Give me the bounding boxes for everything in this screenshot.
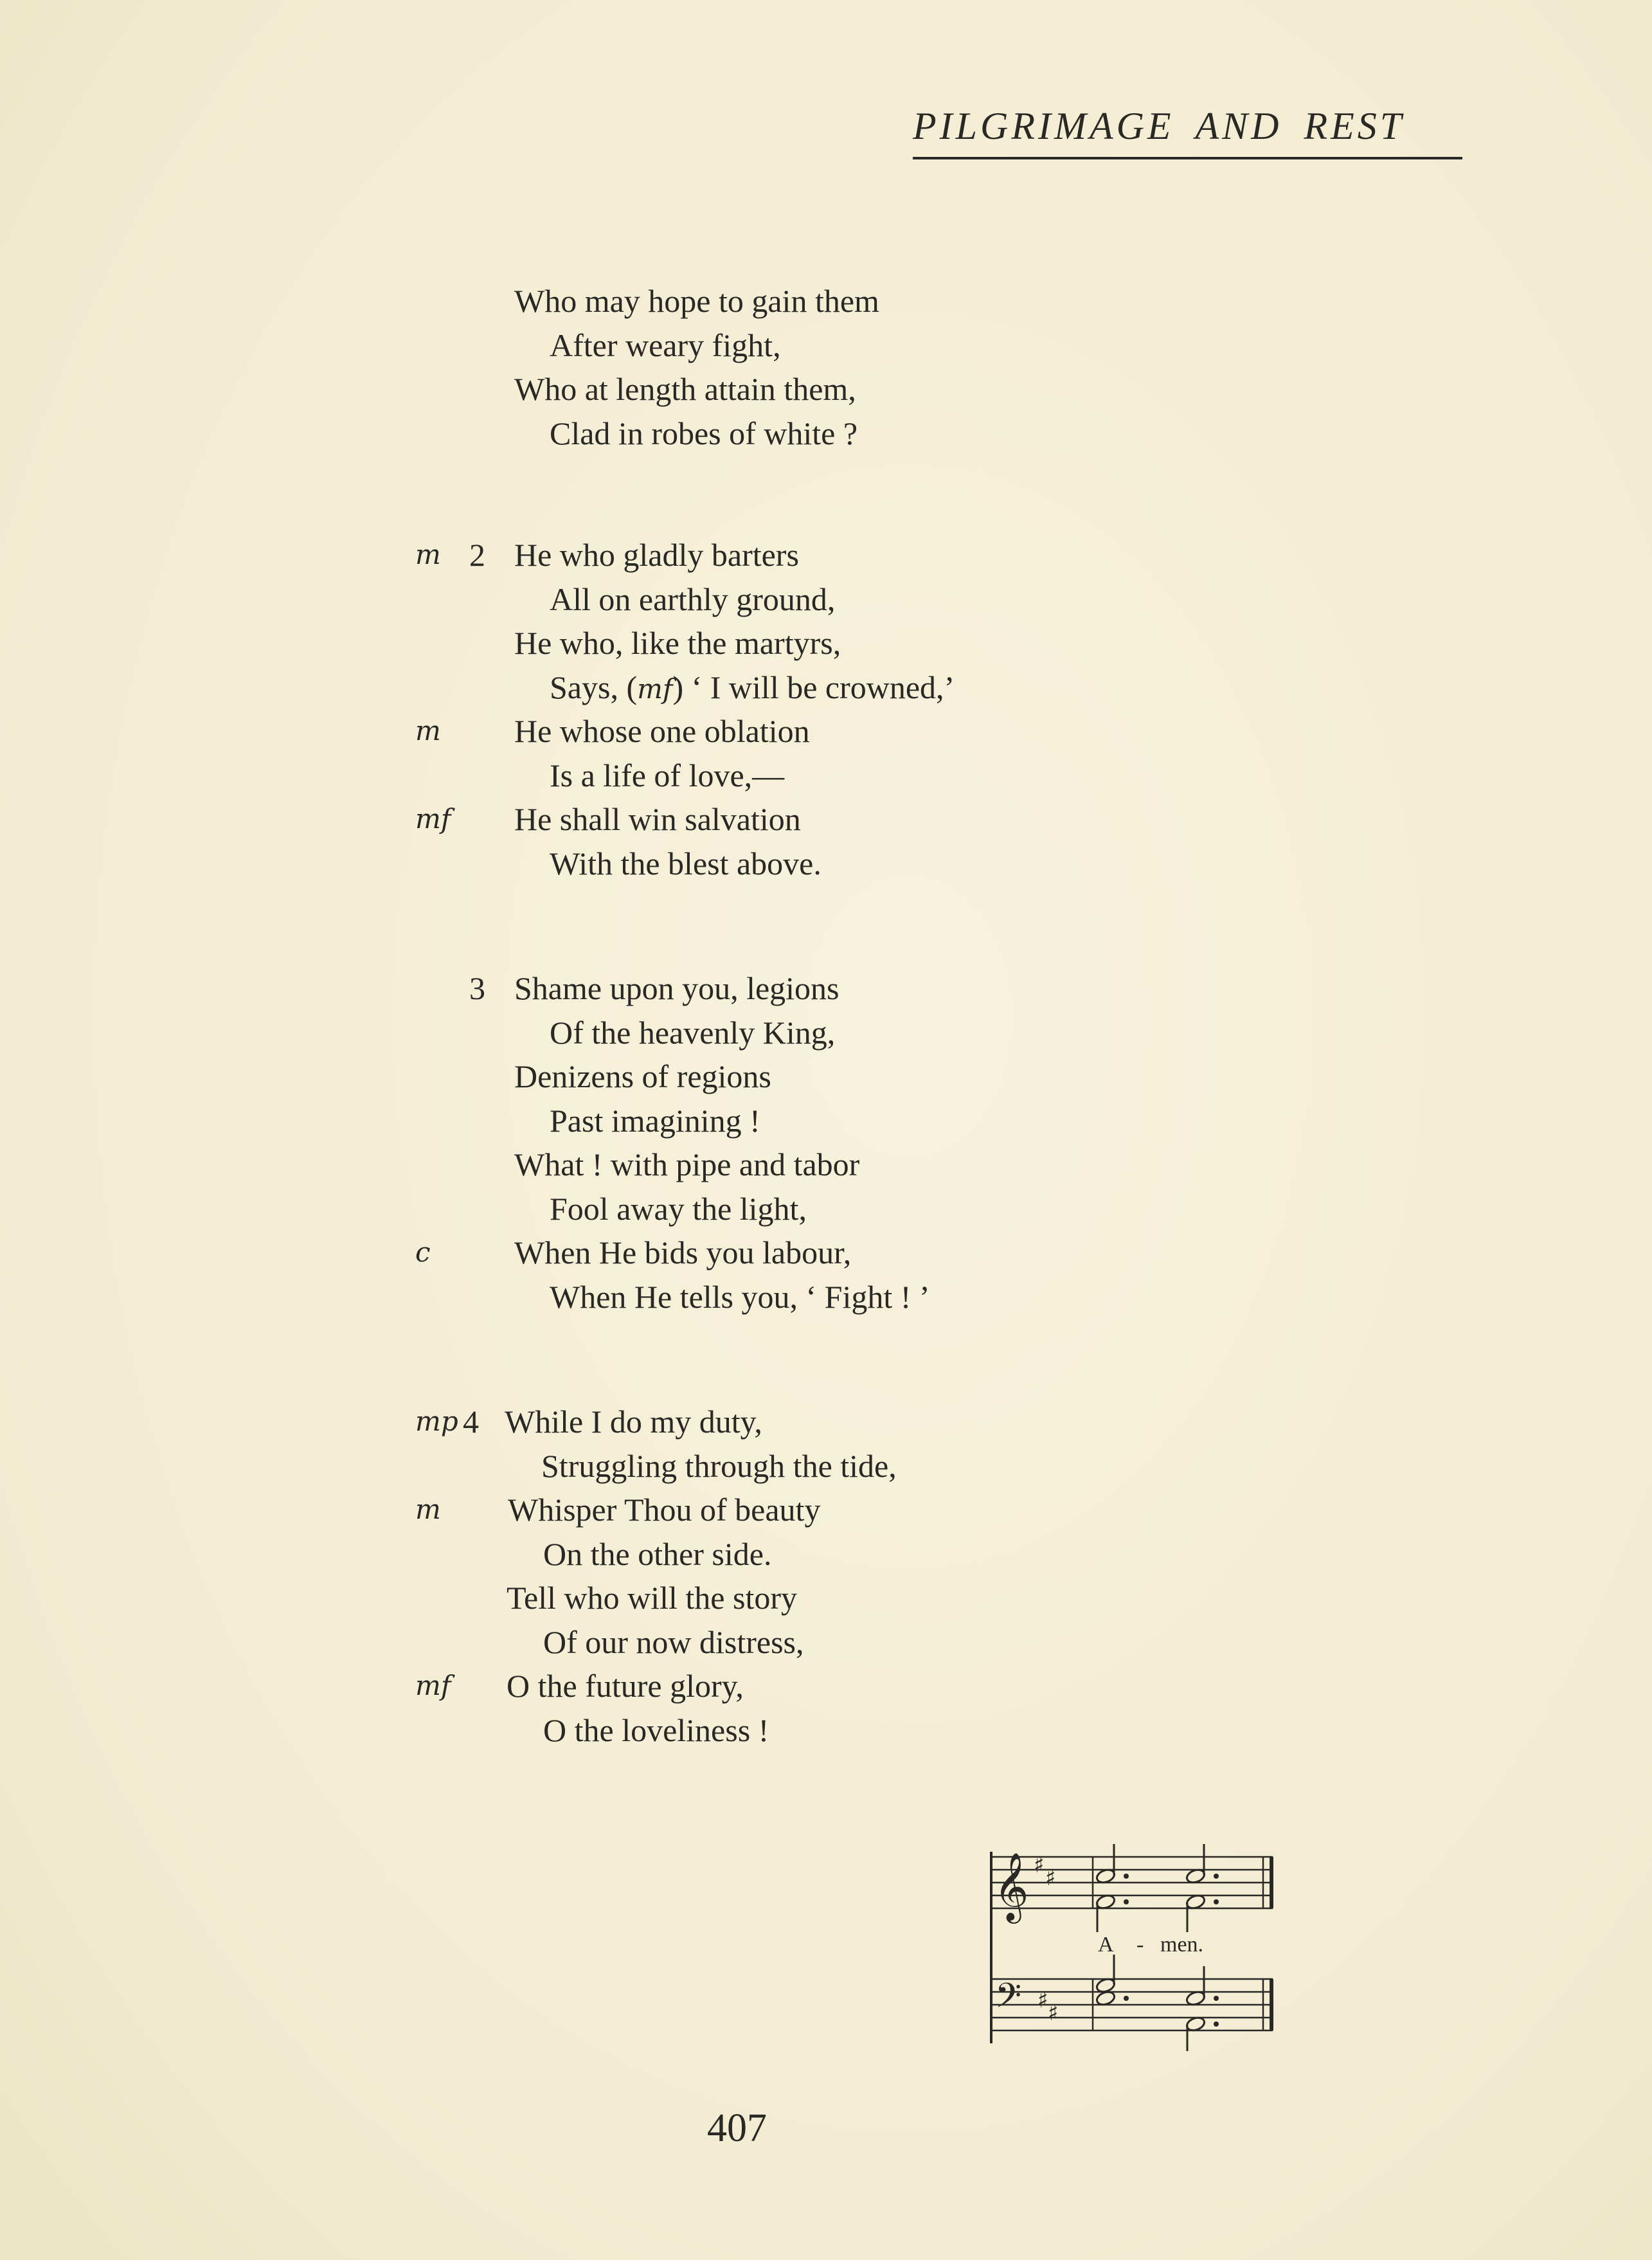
line-text: All on earthly ground, (550, 581, 836, 617)
verse-line (399, 1576, 1234, 1620)
stanza-1 (399, 279, 1234, 455)
dot (1124, 1874, 1129, 1879)
verse-line (399, 1400, 1234, 1444)
dot (1214, 1899, 1219, 1904)
amen-hyphen: - (1136, 1933, 1144, 1957)
verse-line (399, 1488, 1234, 1532)
line-text: Past imagining ! (550, 1102, 760, 1139)
line-text: Fool away the light, (550, 1190, 807, 1227)
dynamic-mark: c (415, 1236, 431, 1268)
sharp-icon: ♯ (1034, 1852, 1045, 1878)
line-text: Clad in robes of white ? (550, 415, 858, 451)
verse-line (399, 754, 1234, 798)
line-text: Is a life of love,— (550, 757, 785, 793)
sharp-icon: ♯ (1037, 1987, 1048, 2013)
stanza-2 (399, 533, 1234, 885)
line-text: With the blest above. (550, 845, 822, 881)
line-text: Of our now distress, (543, 1623, 804, 1660)
amen-syllable-men: men. (1160, 1933, 1204, 1957)
line-text: When He tells you, ‘ Fight ! ’ (550, 1278, 930, 1315)
line-text: Of the heavenly King, (550, 1014, 836, 1051)
verse-line (399, 621, 1234, 665)
dynamic-mark: mf (415, 803, 451, 835)
verse-line (399, 1099, 1234, 1143)
title-rule (913, 157, 1462, 159)
line-text: Denizens of regions (514, 1058, 771, 1094)
verse-number: 3 (469, 970, 485, 1006)
dot (1214, 1996, 1219, 2001)
line-text (550, 665, 955, 712)
dynamic-mark: mf (415, 1670, 451, 1701)
verse-line (399, 842, 1234, 886)
dot (1214, 1874, 1219, 1879)
dynamic-mark: m (415, 1494, 441, 1525)
dot (1214, 2021, 1219, 2027)
line-text: When He bids you labour, (514, 1234, 852, 1270)
verse-line (399, 1664, 1234, 1708)
line-text-after: ) ‘ I will be crowned,’ (672, 669, 955, 705)
stanza-3 (399, 966, 1234, 1319)
line-text: While I do my duty, (505, 1404, 762, 1440)
verse-line (399, 1231, 1234, 1275)
inline-dynamic-mark: mf (637, 673, 673, 705)
line-text: Who at length attain them, (514, 371, 856, 407)
dot (1124, 1996, 1129, 2001)
dynamic-mark: m (415, 539, 441, 570)
line-text: He who, like the martyrs, (514, 625, 841, 661)
dynamic-mark: m (415, 715, 441, 746)
verse-line (399, 665, 1234, 710)
bass-staff (991, 1979, 1273, 2030)
line-text: He shall win salvation (514, 801, 801, 837)
line-text: He whose one oblation (514, 713, 810, 749)
line-text-before: Says, ( (550, 669, 638, 705)
verse-number: 4 (463, 1404, 479, 1440)
running-title: PILGRIMAGE AND REST (913, 105, 1405, 147)
line-text: After weary fight, (550, 327, 781, 363)
line-text: Tell who will the story (507, 1580, 798, 1616)
verse-line (399, 533, 1234, 577)
dynamic-mark: mp (415, 1406, 458, 1437)
line-text: Whisper Thou of beauty (508, 1492, 821, 1528)
dot (1124, 1899, 1129, 1904)
sharp-icon: ♯ (1045, 1865, 1056, 1891)
line-text: Shame upon you, legions (514, 970, 839, 1006)
line-text: O the future glory, (507, 1668, 744, 1704)
verse-line (399, 411, 1234, 456)
stanza-4 (399, 1400, 1234, 1752)
verse-line (399, 367, 1234, 411)
amen-syllable-a: A (1098, 1933, 1114, 1957)
verse-line (399, 1444, 1234, 1488)
verse-line (399, 709, 1234, 754)
line-text: Who may hope to gain them (514, 283, 879, 319)
line-text: What ! with pipe and tabor (514, 1146, 860, 1182)
verse-number: 2 (469, 537, 485, 573)
verse-line (399, 323, 1234, 368)
page-number: 407 (707, 2106, 767, 2150)
verse-line (399, 1708, 1234, 1753)
verse-line (399, 966, 1234, 1011)
line-text: O the loveliness ! (543, 1712, 769, 1748)
line-text: On the other side. (543, 1535, 772, 1572)
amen-score (983, 1839, 1286, 2051)
verse-line (399, 1275, 1234, 1319)
verse-line (399, 797, 1234, 842)
line-text: He who gladly barters (514, 537, 799, 573)
verse-line (399, 1143, 1234, 1187)
verse-line (399, 279, 1234, 323)
verse-line (399, 1532, 1234, 1577)
line-text: Struggling through the tide, (541, 1447, 897, 1484)
verse-line (399, 1054, 1234, 1099)
verse-line (399, 1011, 1234, 1055)
sharp-icon: ♯ (1048, 2000, 1059, 2026)
verse-line (399, 1620, 1234, 1665)
treble-clef-icon: 𝄞 (994, 1852, 1029, 1921)
bass-clef-icon: 𝄢 (995, 1976, 1022, 2024)
verse-line (399, 577, 1234, 622)
verse-line (399, 1187, 1234, 1231)
